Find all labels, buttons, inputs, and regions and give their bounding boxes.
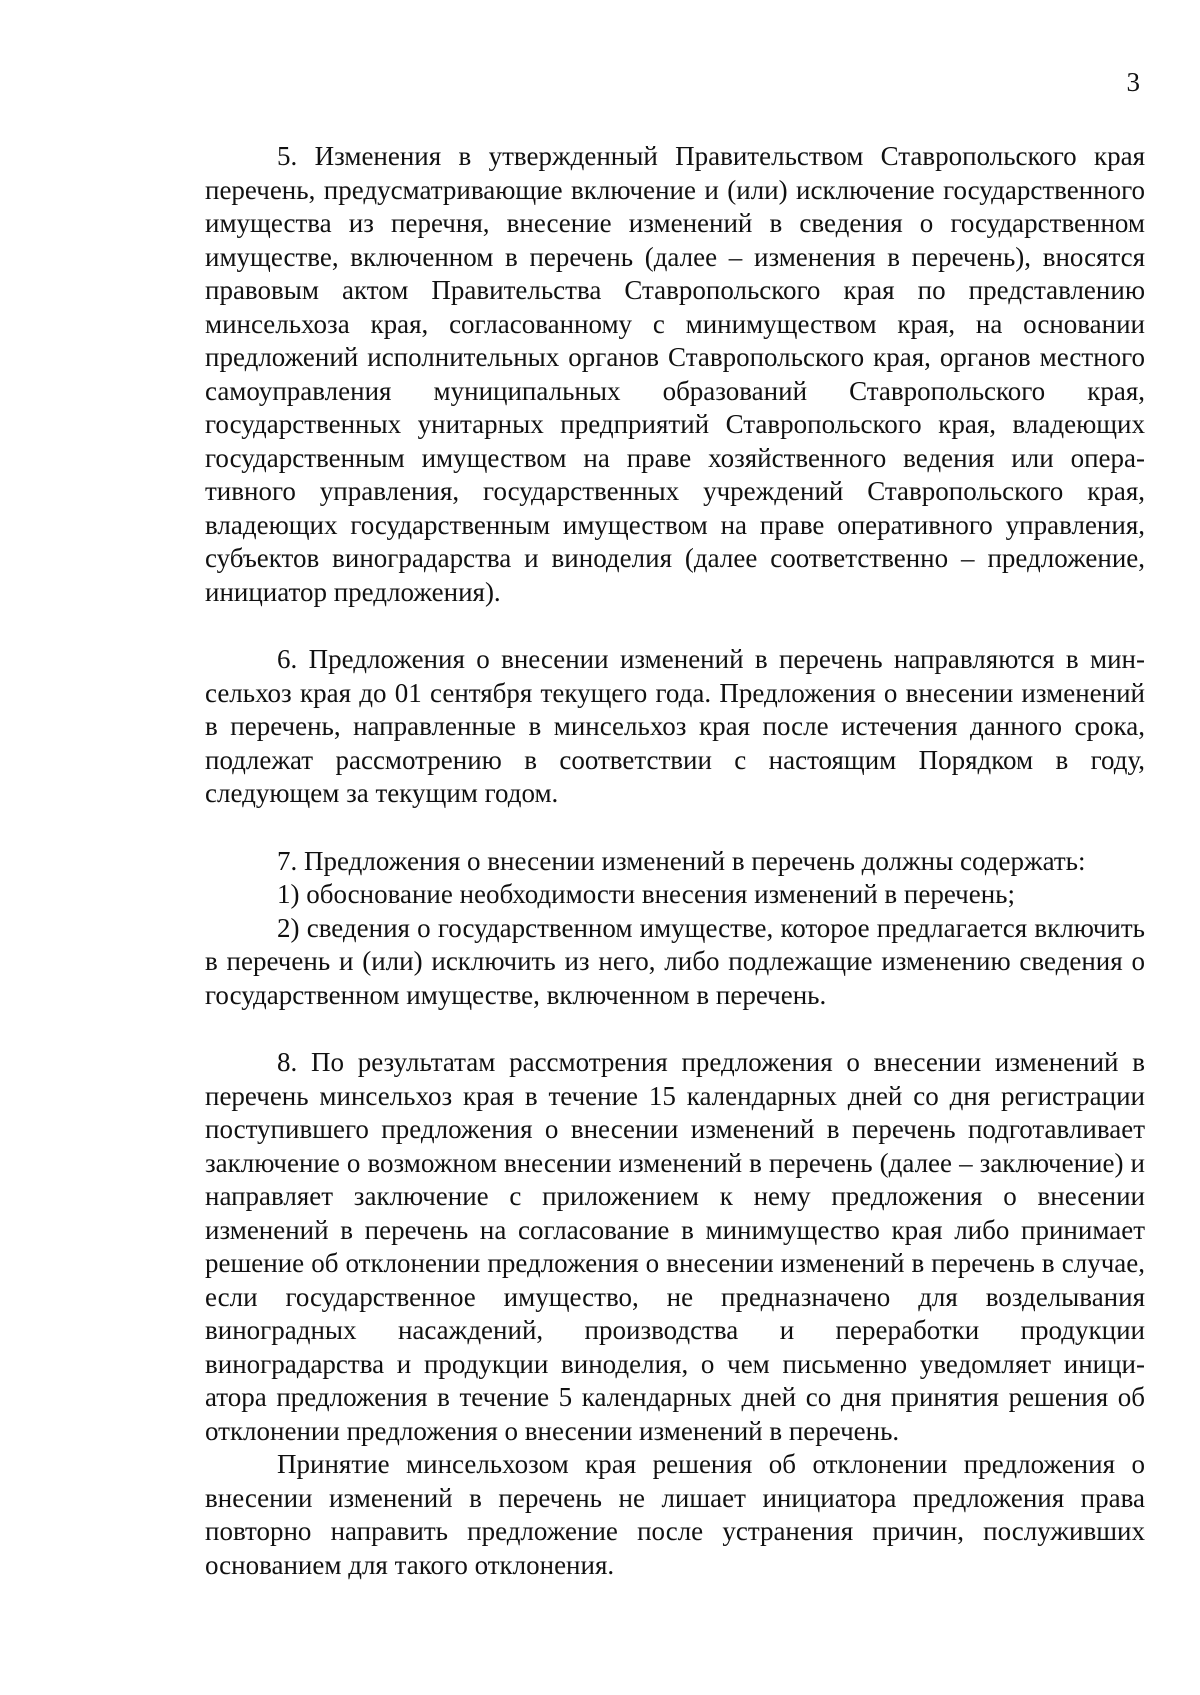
paragraph-8-continuation: Принятие минсельхозом края решения об отклонении предложения о внесении изменений в перечень не лишает инициатора предложения права повторно направить предложение после устранения причин, послуживших основанием для такого отклонения.	[205, 1449, 1145, 1580]
paragraph-5: 5. Изменения в утвержденный Правительством Ставропольского края перечень, предусматривающие включение и (или) исключение государственного имущества из перечня, внесение изменений в сведения о государственном имуществе, включенном в перечень (далее – изменения в перечень), вносятся правовым актом Правительства Ставропольского края по представлению минсельхоза края, согласованному с минимуществом края, на основании предложений исполнительных органов Ставропольского края, органов местного самоуправления муниципальных образований Ставропольского края, государственных унитарных предприятий Ставропольского края, владеющих государственным имуществом на праве хозяйственного ведения или оперативного управления, государственных учреждений Ставропольского края, владеющих государственным имуществом на праве оперативного управления, субъектов виноградарства и виноделия (далее соответственно – предложение, инициатор предложения).	[205, 141, 1145, 607]
paragraph-7-item-1: 1) обоснование необходимости внесения изменений в перечень;	[277, 879, 1015, 909]
paragraph-gap	[205, 811, 1145, 845]
paragraph-7-item-2: 2) сведения о государственном имуществе, которое предлагается включить в перечень и (или) исключить из него, либо подлежащие изменению сведения о государственном имуществе, включенном в перечень.	[205, 912, 1145, 1010]
paragraph-6: 6. Предложения о внесении изменений в перечень направляются в минсельхоз края до 01 сентября текущего года. Предложения о внесении изменений в перечень, направленные в минсельхоз края после истечения данного срока, подлежат рассмотрению в соответствии с настоящим Порядком в году, следующем за текущим годом.	[205, 644, 1145, 808]
page-number: 3	[1126, 67, 1140, 97]
paragraph-8: 8. По результатам рассмотрения предложения о внесении изменений в перечень минсельхоз края в течение 15 календарных дней со дня регистрации поступившего предложения о внесении изменений в перечень подготавливает заключение о возможном внесении изменений в перечень (далее – заключение) и направляет заключение с приложением к нему предложения о внесении изменений в перечень на согласование в минимущество края либо принимает решение об отклонении предложения о внесении изменений в перечень в случае, если государственное имущество, не предназначено для возделывания виноградных насаждений, производства и переработки продукции виноградарства и продукции виноделия, о чем письменно уведомляет инициатора предложения в течение 5 календарных дней со дня принятия решения об отклонении предложения о внесении изменений в перечень.	[205, 1047, 1145, 1446]
document-body	[205, 140, 1145, 1582]
paragraph-7: 7. Предложения о внесении изменений в перечень должны содержать:	[277, 845, 1086, 876]
paragraph-gap	[205, 1012, 1145, 1046]
paragraph-gap	[205, 609, 1145, 643]
